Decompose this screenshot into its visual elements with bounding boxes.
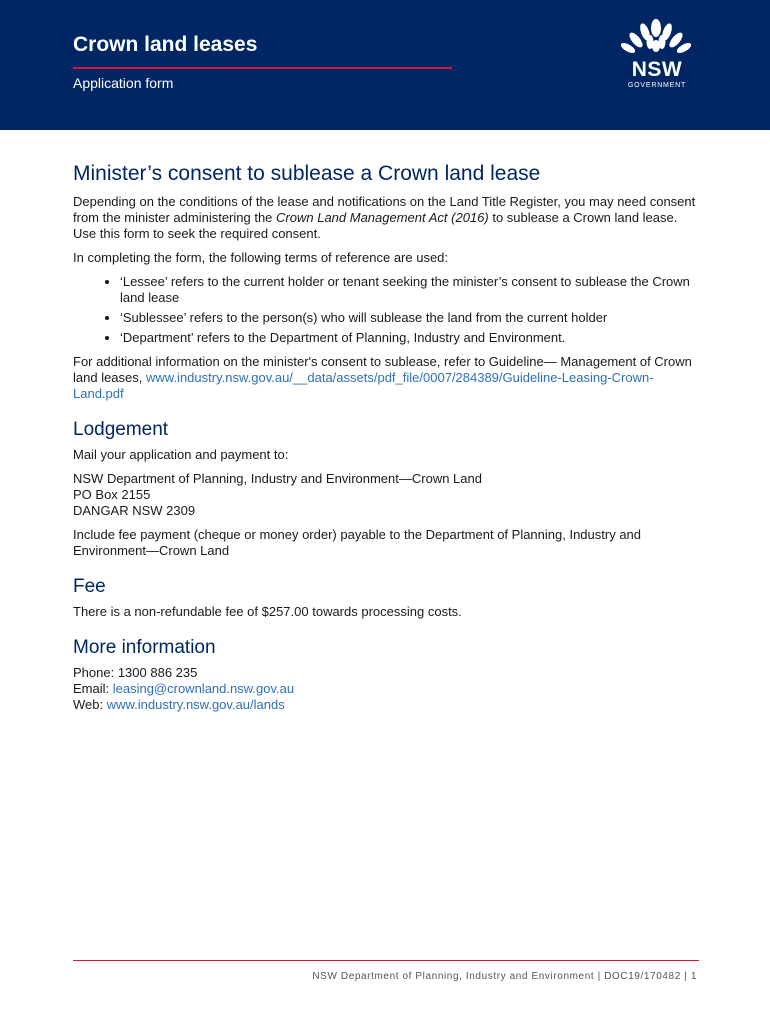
act-name: Crown Land Management Act (2016) — [276, 210, 489, 225]
terms-intro: In completing the form, the following terms of reference are used: — [73, 250, 449, 265]
email-link[interactable]: leasing@crownland.nsw.gov.au — [112, 681, 295, 696]
phone-line — [73, 665, 699, 681]
list-item: • ‘Department’ refers to the Department of Planning, Industry and Environment. — [120, 330, 699, 346]
lodgement-heading: Lodgement — [73, 419, 169, 440]
fee-heading: Fee — [73, 576, 106, 597]
contact-details — [73, 665, 699, 713]
logo-nsw-text: NSW — [631, 58, 683, 81]
mail-instructions: Mail your application and payment to: — [73, 447, 289, 462]
guideline-link[interactable]: www.industry.nsw.gov.au/__data/assets/pdf_file/0007/284389/Guideline-Leasing-Crown-Land.pdf — [73, 370, 654, 401]
logo-government-text: GOVERNMENT — [627, 82, 687, 89]
phone-label: Phone: — [73, 665, 118, 680]
page-footer: NSW Department of Planning, Industry and Environment | DOC19/170482 | 1 — [312, 971, 697, 982]
main-content — [73, 160, 699, 713]
additional-info-text: For additional information on the minister's consent to sublease, refer to Guideline— Management of Crown land leases, — [73, 354, 692, 385]
mailing-address — [73, 471, 699, 519]
additional-info-paragraph — [73, 354, 699, 402]
address-line: NSW Department of Planning, Industry and Environment—Crown Land — [73, 471, 482, 486]
fee-text: There is a non-refundable fee of $257.00 towards processing costs. — [73, 604, 462, 619]
address-line: DANGAR NSW 2309 — [73, 503, 196, 518]
phone-number: 1300 886 235 — [117, 665, 198, 680]
page-title: Minister’s consent to sublease a Crown land lease — [73, 162, 541, 185]
address-line: PO Box 2155 — [73, 487, 151, 502]
intro-paragraph — [73, 194, 699, 242]
email-line — [73, 681, 699, 697]
email-label: Email: — [73, 681, 113, 696]
document-subtitle: Application form — [73, 75, 174, 91]
list-item: • ‘Sublessee’ refers to the person(s) who will sublease the land from the current holder — [120, 310, 699, 326]
intro-text-2: to sublease a Crown land lease. Use this form to seek the required consent. — [73, 210, 678, 241]
web-line — [73, 697, 699, 713]
intro-text-1: Depending on the conditions of the lease and notifications on the Land Title Register, you may need consent from the minister administering the — [73, 194, 696, 225]
web-link[interactable]: www.industry.nsw.gov.au/lands — [106, 697, 285, 712]
more-information-heading: More information — [73, 637, 216, 658]
web-label: Web: — [73, 697, 107, 712]
fee-payment-instructions: Include fee payment (cheque or money order) payable to the Department of Planning, Industry and Environment—Crown Land — [73, 527, 642, 558]
footer-rule — [73, 960, 699, 961]
title-rule — [73, 67, 452, 69]
terms-list — [73, 274, 699, 346]
document-title: Crown land leases — [73, 33, 258, 56]
list-item: • ‘Lessee’ refers to the current holder or tenant seeking the minister’s consent to sublease the Crown land lease — [120, 274, 699, 306]
